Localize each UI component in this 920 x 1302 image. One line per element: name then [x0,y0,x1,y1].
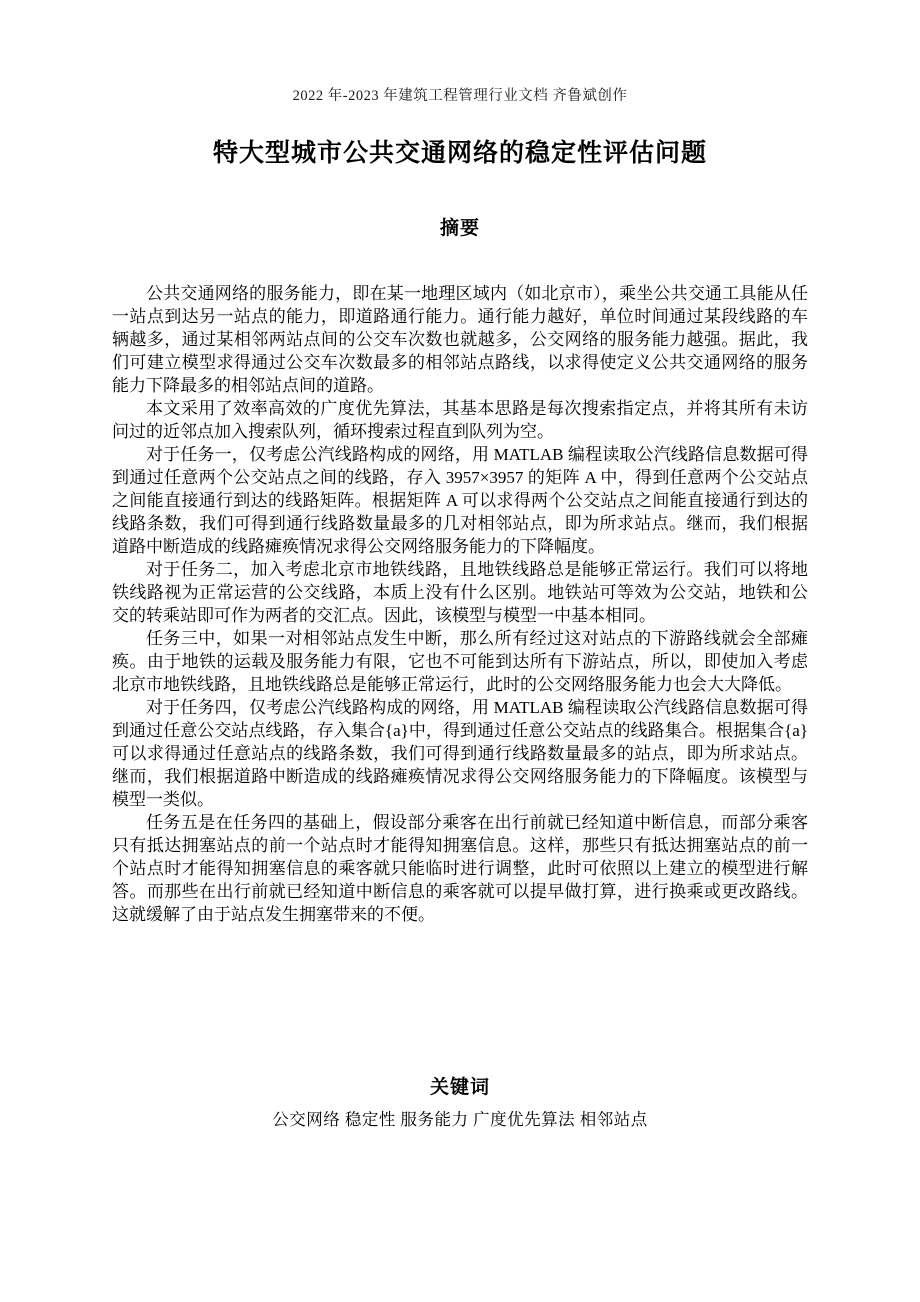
abstract-paragraph-6: 对于任务四，仅考虑公汽线路构成的网络，用 MATLAB 编程读取公汽线路信息数据可得到通过任意公交站点线路，存入集合{a}中，得到通过任意公交站点的线路集合。根据集合{a}可以求得通过任意站点的线路条数，我们可得到通行线路数量最多的站点，即为所求站点。继而，我们根据道路中断造成的线路瘫痪情况求得公交网络服务能力的下降幅度。该模型与模型一类似。 [112,698,808,809]
abstract-paragraph-7: 任务五是在任务四的基础上，假设部分乘客在出行前就已经知道中断信息，而部分乘客只有抵达拥塞站点的前一个站点时才能得知拥塞信息。这样，那些只有抵达拥塞站点的前一个站点时才能得知拥塞信息的乘客就只能临时进行调整，此时可依照以上建立的模型进行解答。而那些在出行前就已经知道中断信息的乘客就可以提早做打算，进行换乘或更改路线。这就缓解了由于站点发生拥塞带来的不便。 [112,813,808,924]
abstract-paragraph-2: 本文采用了效率高效的广度优先算法，其基本思路是每次搜索指定点，并将其所有未访问过的近邻点加入搜索队列，循环搜索过程直到队列为空。 [112,399,808,441]
document-header-line: 2022 年-2023 年建筑工程管理行业文档 齐鲁斌创作 [292,88,628,104]
abstract-body [112,282,808,926]
abstract-paragraph-5: 任务三中，如果一对相邻站点发生中断，那么所有经过这对站点的下游路线就会全部瘫痪。由于地铁的运载及服务能力有限，它也不可能到达所有下游站点，所以，即使加入考虑北京市地铁线路，且地铁线路总是能够正常运行，此时的公交网络服务能力也会大大降低。 [112,629,808,694]
keywords-section [0,1072,920,1130]
document-title: 特大型城市公共交通网络的稳定性评估问题 [212,139,707,167]
abstract-paragraph-1: 公共交通网络的服务能力，即在某一地理区域内（如北京市），乘坐公共交通工具能从任一站点到达另一站点的能力，即道路通行能力。通行能力越好，单位时间通过某段线路的车辆越多，通过某相邻两站点间的公交车次数也就越多，公交网络的服务能力越强。据此，我们可建立模型求得通过公交车次数最多的相邻站点路线，以求得使定义公共交通网络的服务能力下降最多的相邻站点间的道路。 [112,284,808,395]
abstract-heading: 摘要 [439,218,480,239]
abstract-paragraph-4: 对于任务二，加入考虑北京市地铁线路，且地铁线路总是能够正常运行。我们可以将地铁线路视为正常运营的公交线路，本质上没有什么区别。地铁站可等效为公交站，地铁和公交的转乘站即可作为两者的交汇点。因此，该模型与模型一中基本相同。 [112,560,808,625]
abstract-paragraph-3: 对于任务一，仅考虑公汽线路构成的网络，用 MATLAB 编程读取公汽线路信息数据可得到通过任意两个公交站点之间的线路，存入 3957×3957 的矩阵 A 中，得到任意两个公交站点之间能直接通行到达的线路矩阵。根据矩阵 A 可以求得两个公交站点之间能直接通行到达的线路条数，我们可得到通行线路数量最多的几对相邻站点，即为所求站点。继而，我们根据道路中断造成的线路瘫痪情况求得公交网络服务能力的下降幅度。 [112,445,808,556]
keywords-list: 公交网络 稳定性 服务能力 广度优先算法 相邻站点 [272,1110,648,1129]
keywords-heading: 关键词 [429,1077,490,1098]
